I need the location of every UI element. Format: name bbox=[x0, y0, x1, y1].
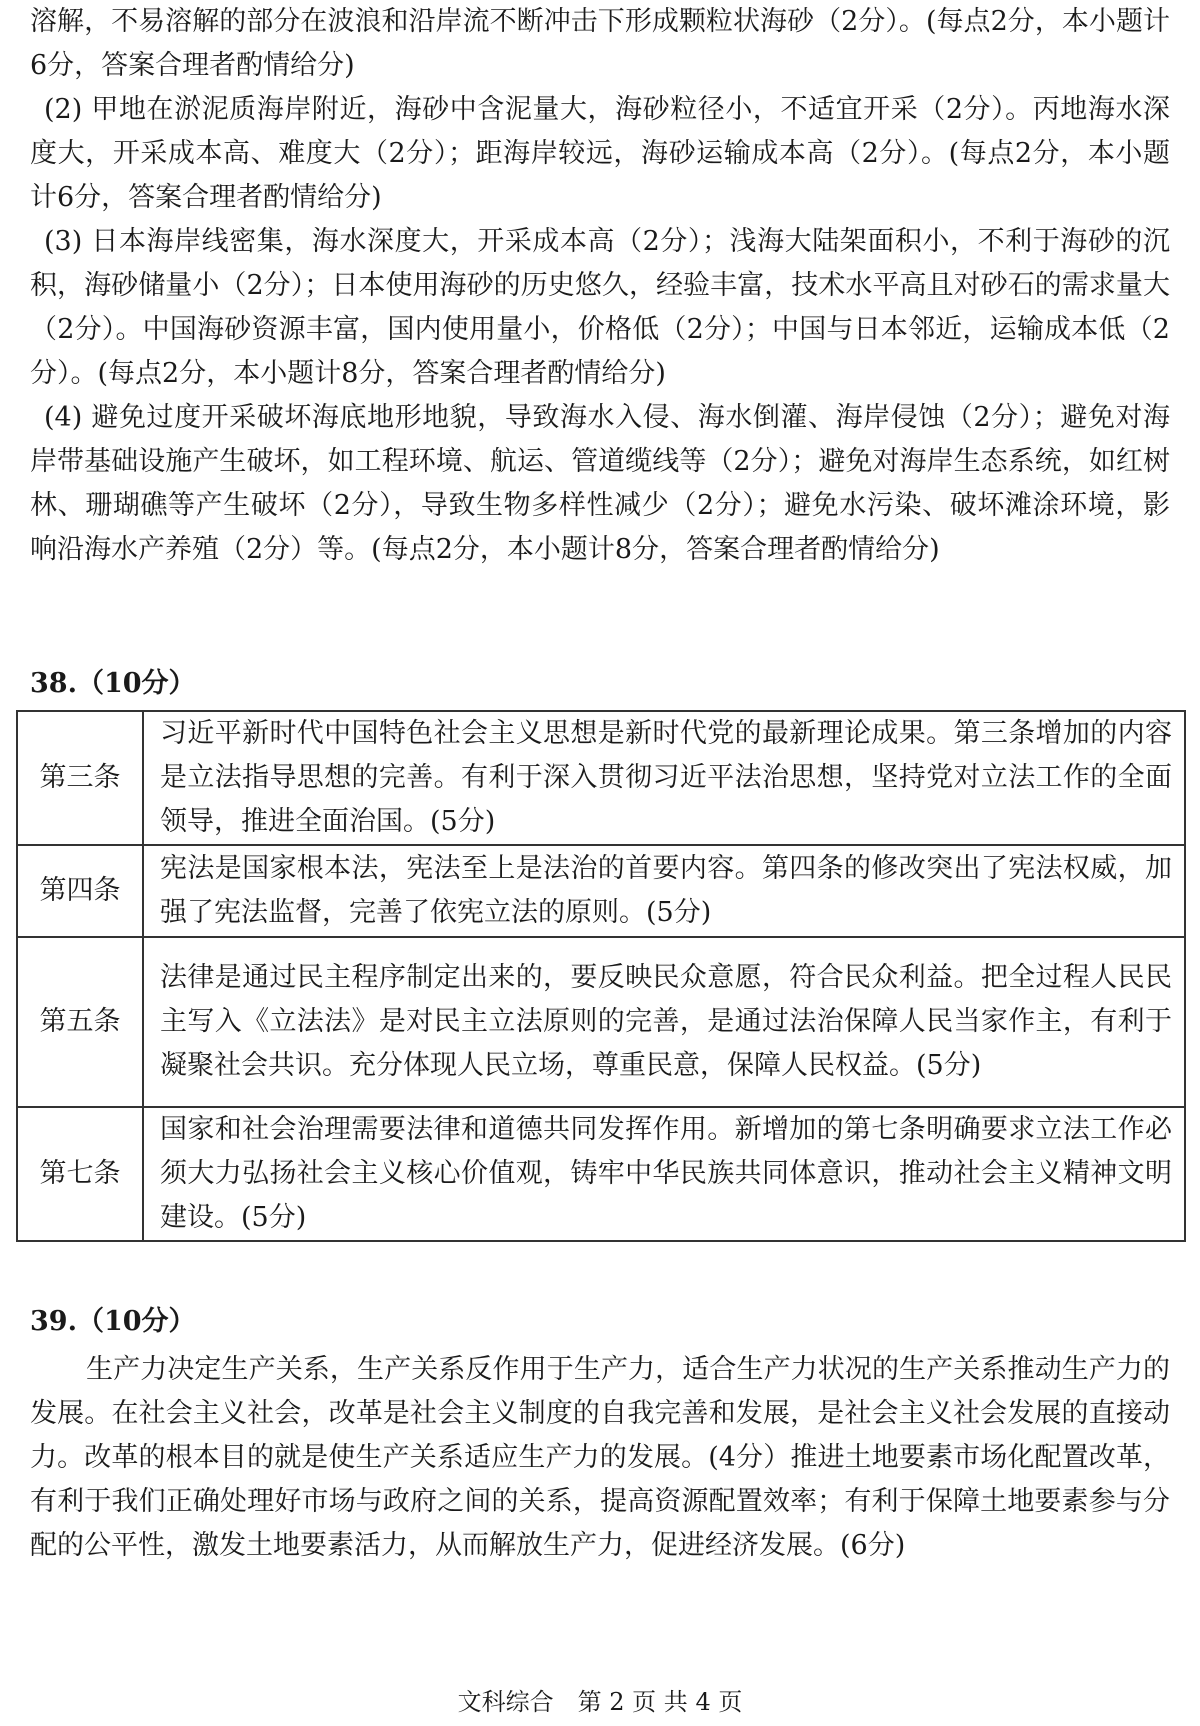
article-explanation: 国家和社会治理需要法律和道德共同发挥作用。新增加的第七条明确要求立法工作必须大力弘扬社会主义核心价值观，铸牢中华民族共同体意识，推动社会主义精神文明建设。(5分) bbox=[143, 1107, 1185, 1241]
article-label: 第四条 bbox=[17, 845, 143, 937]
answer-38-table bbox=[16, 710, 1186, 1242]
answer-37-2: (2) 甲地在淤泥质海岸附近，海砂中含泥量大，海砂粒径小，不适宜开采（2分）。丙地海水深度大，开采成本高、难度大（2分）；距海岸较远，海砂运输成本高（2分）。(每点2分，本小题计6分，答案合理者酌情给分) bbox=[30, 94, 1170, 213]
article-explanation: 宪法是国家根本法，宪法至上是法治的首要内容。第四条的修改突出了宪法权威，加强了宪法监督，完善了依宪立法的原则。(5分) bbox=[143, 845, 1185, 937]
article-explanation: 习近平新时代中国特色社会主义思想是新时代党的最新理论成果。第三条增加的内容是立法指导思想的完善。有利于深入贯彻习近平法治思想，坚持党对立法工作的全面领导，推进全面治国。(5分) bbox=[143, 711, 1185, 845]
article-label: 第七条 bbox=[17, 1107, 143, 1241]
question-38-heading: 38.（10分） bbox=[30, 668, 196, 699]
table-row bbox=[17, 937, 1185, 1107]
article-label: 第五条 bbox=[17, 937, 143, 1107]
answer-37-1-continuation: 溶解，不易溶解的部分在波浪和沿岸流不断冲击下形成颗粒状海砂（2分）。(每点2分，本小题计6分，答案合理者酌情给分) bbox=[30, 6, 1170, 81]
table-row bbox=[17, 711, 1185, 845]
table-row bbox=[17, 845, 1185, 937]
page-footer: 文科综合 第 2 页 共 4 页 bbox=[457, 1688, 743, 1716]
answer-37-3: (3) 日本海岸线密集，海水深度大，开采成本高（2分）；浅海大陆架面积小，不利于海砂的沉积，海砂储量小（2分）；日本使用海砂的历史悠久，经验丰富，技术水平高且对砂石的需求量大（2分）。中国海砂资源丰富，国内使用量小，价格低（2分）；中国与日本邻近，运输成本低（2分）。(每点2分，本小题计8分，答案合理者酌情给分) bbox=[30, 226, 1170, 389]
question-39-heading: 39.（10分） bbox=[30, 1306, 196, 1337]
article-explanation: 法律是通过民主程序制定出来的，要反映民众意愿，符合民众利益。把全过程人民民主写入《立法法》是对民主立法原则的完善，是通过法治保障人民当家作主，有利于凝聚社会共识。充分体现人民立场，尊重民意，保障人民权益。(5分) bbox=[143, 937, 1185, 1107]
article-label: 第三条 bbox=[17, 711, 143, 845]
answer-39: 生产力决定生产关系，生产关系反作用于生产力，适合生产力状况的生产关系推动生产力的发展。在社会主义社会，改革是社会主义制度的自我完善和发展，是社会主义社会发展的直接动力。改革的根本目的就是使生产关系适应生产力的发展。(4分）推进土地要素市场化配置改革，有利于我们正确处理好市场与政府之间的关系，提高资源配置效率；有利于保障土地要素参与分配的公平性，激发土地要素活力，从而解放生产力，促进经济发展。(6分) bbox=[30, 1354, 1170, 1561]
table-row bbox=[17, 1107, 1185, 1241]
answer-37-4: (4) 避免过度开采破坏海底地形地貌，导致海水入侵、海水倒灌、海岸侵蚀（2分）；避免对海岸带基础设施产生破坏，如工程环境、航运、管道缆线等（2分）；避免对海岸生态系统，如红树林、珊瑚礁等产生破坏（2分），导致生物多样性减少（2分）；避免水污染、破坏滩涂环境，影响沿海水产养殖（2分）等。(每点2分，本小题计8分，答案合理者酌情给分) bbox=[30, 402, 1170, 565]
